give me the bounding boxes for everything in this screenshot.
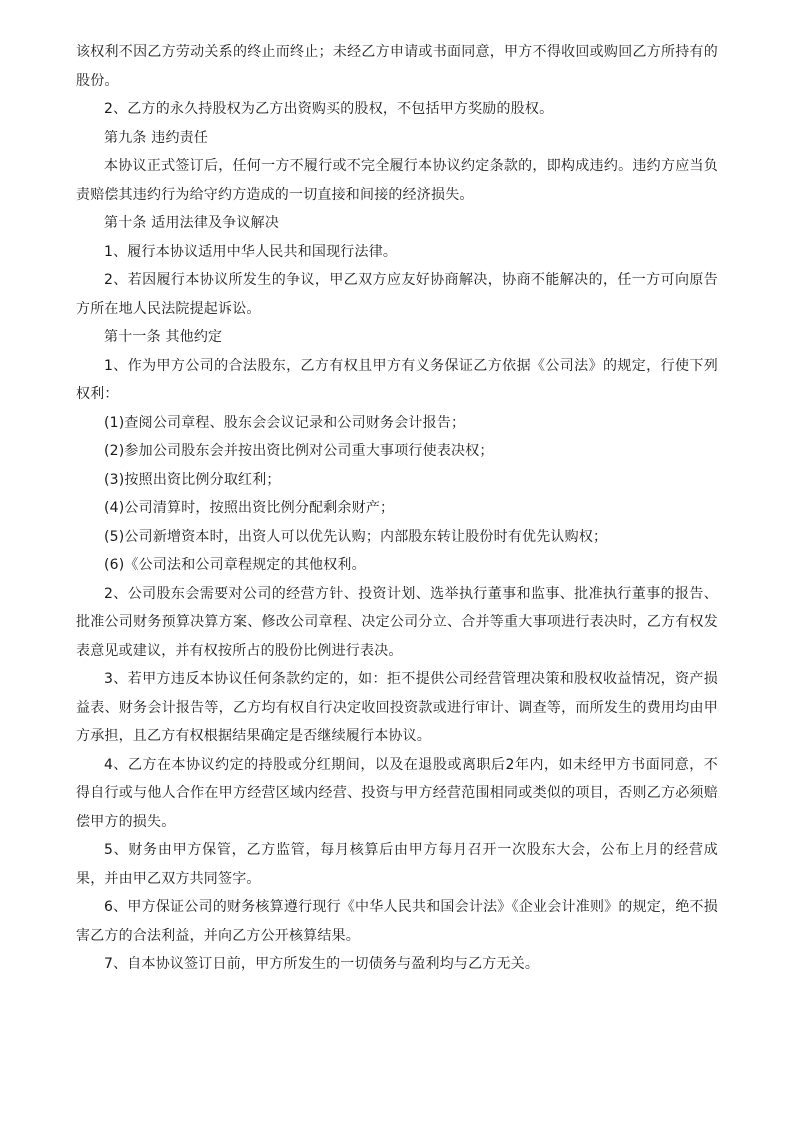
list-item-right-5: (5)公司新增资本时，出资人可以优先认购；内部股东转让股份时有优先认购权； — [104, 528, 608, 545]
paragraph-finance-supervision: 5、财务由甲方保管，乙方监管，每月核算后由甲方每月召开一次股东大会，公布上月的经营成果，并由甲乙双方共同签字。 — [76, 842, 718, 887]
paragraph-dispute-resolution: 2、若因履行本协议所发生的争议，甲乙双方应友好协商解决，协商不能解决的，任一方可向原告方所在地人民法院提起诉讼。 — [76, 272, 718, 317]
list-item-right-2: (2)参加公司股东会并按出资比例对公司重大事项行使表决权； — [104, 443, 494, 459]
section-heading-article-9: 第九条 违约责任 — [104, 129, 209, 146]
paragraph-applicable-law: 1、履行本协议适用中华人民共和国现行法律。 — [104, 243, 398, 260]
paragraph-breach-liability: 本协议正式签订后，任何一方不履行或不完全履行本协议约定条款的，即构成违约。违约方应当负责赔偿其违约行为给守约方造成的一切直接和间接的经济损失。 — [76, 158, 718, 203]
list-item-right-1: (1)查阅公司章程、股东会会议记录和公司财务会计报告； — [104, 414, 466, 431]
paragraph-prior-debts: 7、自本协议签订日前，甲方所发生的一切债务与盈利均与乙方无关。 — [104, 956, 540, 972]
paragraph-shareholder-rights: 1、作为甲方公司的合法股东，乙方有权且甲方有义务保证乙方依据《公司法》的规定，行使下列权利： — [76, 357, 718, 402]
list-item-right-6: (6)《公司法和公司章程规定的其他权利。 — [104, 557, 366, 573]
list-item-right-3: (3)按照出资比例分取红利； — [104, 471, 281, 488]
paragraph-rights-continuation: 该权利不因乙方劳动关系的终止而终止；未经乙方申请或书面同意，甲方不得收回或购回乙方所持有的股份。 — [76, 44, 718, 89]
paragraph-violation-remedy: 3、若甲方违反本协议任何条款约定的，如：拒不提供公司经营管理决策和股权收益情况，资产损益表、财务会计报告等，乙方均有权自行决定收回投资款或进行审计、调查等，而所发生的费用均由甲方承担，且乙方有权根据结果确定是否继续履行本协议。 — [76, 671, 718, 744]
paragraph-accounting-standards: 6、甲方保证公司的财务核算遵行现行《中华人民共和国会计法》《企业会计准则》的规定，绝不损害乙方的合法利益，并向乙方公开核算结果。 — [76, 899, 718, 944]
section-heading-article-11: 第十一条 其他约定 — [104, 329, 223, 345]
paragraph-permanent-shares: 2、乙方的永久持股权为乙方出资购买的股权，不包括甲方奖励的股权。 — [104, 101, 554, 117]
paragraph-non-compete: 4、乙方在本协议约定的持股或分红期间，以及在退股或离职后2年内，如未经甲方书面同意，不得自行或与他人合作在甲方经营区域内经营、投资与甲方经营范围相同或类似的项目，否则乙方必须赔偿甲方的损失。 — [76, 756, 718, 830]
list-item-right-4: (4)公司清算时，按照出资比例分配剩余财产； — [104, 500, 395, 516]
paragraph-voting: 2、公司股东会需要对公司的经营方针、投资计划、选举执行董事和监事、批准执行董事的报告、批准公司财务预算决算方案、修改公司章程、决定公司分立、合并等重大事项进行表决时，乙方有权发表意见或建议，并有权按所占的股份比例进行表决。 — [76, 585, 718, 659]
section-heading-article-10: 第十条 适用法律及争议解决 — [104, 215, 280, 231]
